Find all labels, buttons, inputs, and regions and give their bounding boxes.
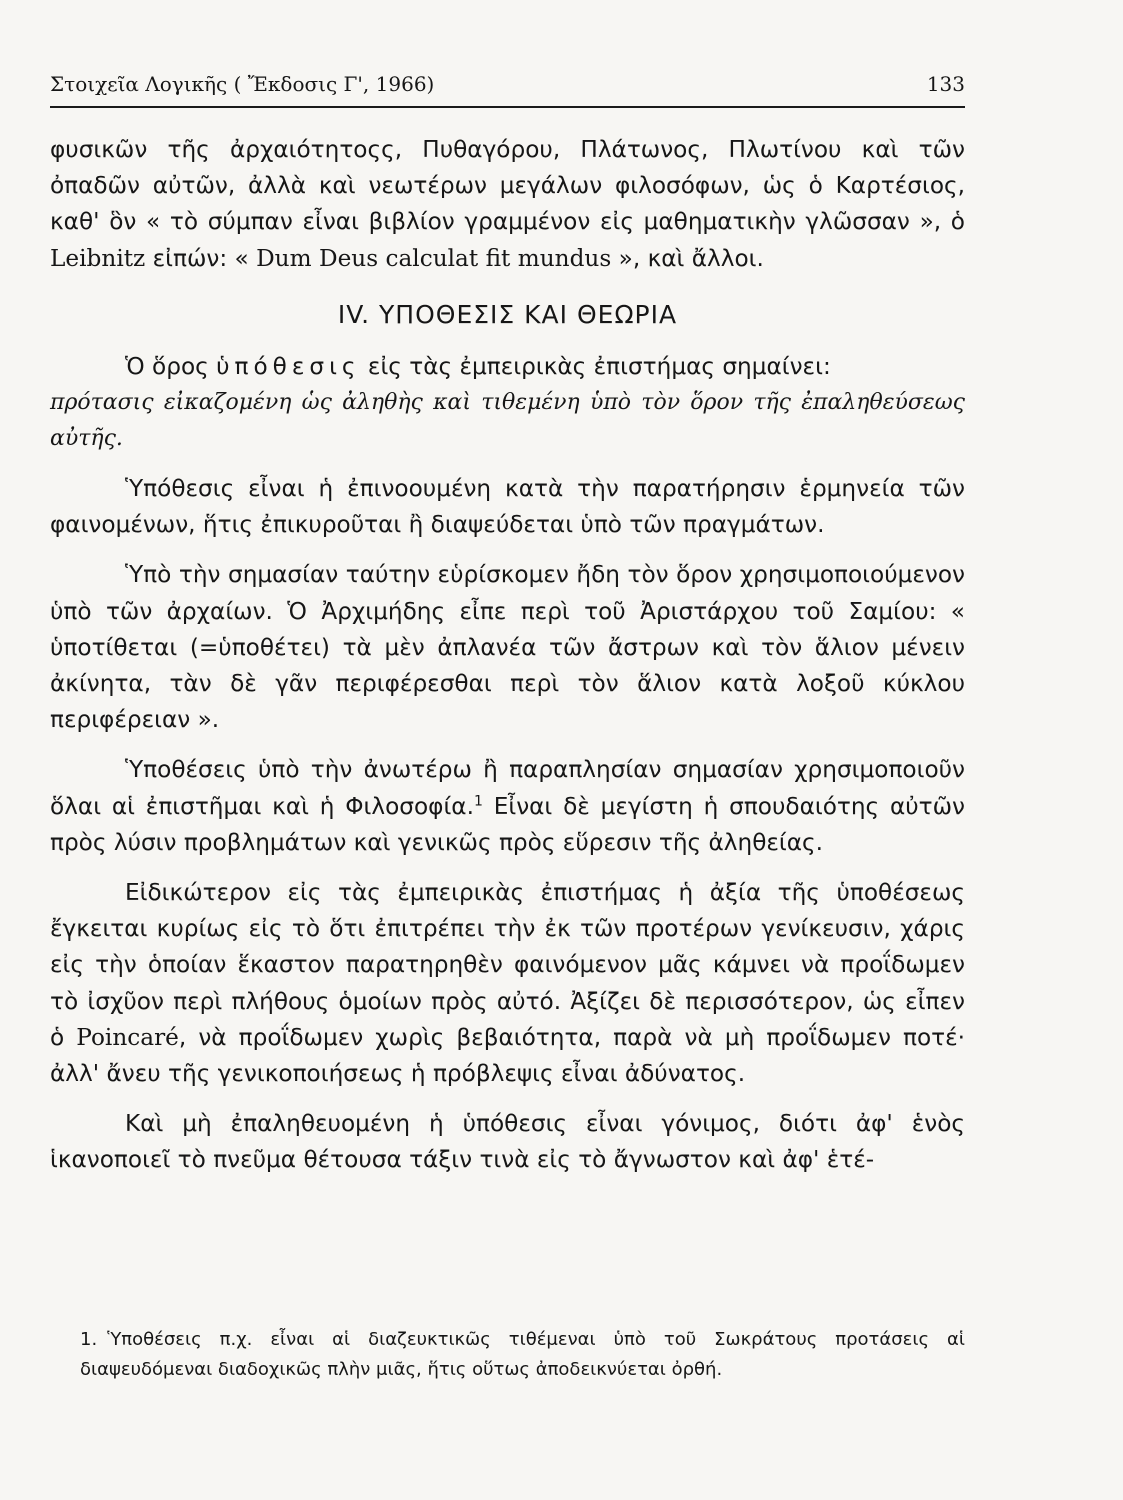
paragraph-6-text-b: , νὰ προΐδωμεν χωρὶς βεβαιότητα, παρὰ νὰ μὴ προΐδωμεν ποτέ· ἀλλ' ἄνευ τῆς γενικοποιήσεως ἡ πρόβλεψις εἶναι ἀδύνατος.: [50, 1023, 965, 1088]
paragraph-7: Καὶ μὴ ἐπαληθευομένη ἡ ὑπόθεσις εἶναι γόνιμος, διότι ἀφ' ἑνὸς ἱκανοποιεῖ τὸ πνεῦμα θέτουσα τάξιν τινὰ εἰς τὸ ἄγνωστον καὶ ἀφ' ἑτέ-: [50, 1110, 965, 1174]
paragraph-1: [50, 132, 965, 277]
paragraph-4: Ὑπὸ τὴν σημασίαν ταύτην εὑρίσκομεν ἤδη τὸν ὅρον χρησιμοποιούμενον ὑπὸ τῶν ἀρχαίων. Ὁ Ἀρχιμήδης εἶπε περὶ τοῦ Ἀριστάρχου τοῦ Σαμίου: « ὑποτίθεται (=ὑποθέτει) τὰ μὲν ἀπλανέα τῶν ἄστρων καὶ τὸν ἅλιον μένειν ἀκίνητα, τὰν δὲ γᾶν περιφέρεσθαι περὶ τὸν ἅλιον κατὰ λοξοῦ κύκλου περιφέρειαν ».: [50, 561, 965, 734]
poincare-name: Poincaré: [76, 1023, 179, 1051]
paragraph-5-text-b: Εἶναι δὲ μεγίστη ἡ σπουδαιότης αὐτῶν πρὸς λύσιν προβλημάτων καὶ γενικῶς πρὸς εὕρεσιν τῆς ἀληθείας.: [50, 792, 965, 856]
definition: πρότασις εἰκαζομένη ὡς ἀληθὴς καὶ τιθεμένη ὑπὸ τὸν ὅρον τῆς ἐπαληθεύσεως αὐτῆς.: [50, 390, 965, 452]
paragraph-2: [50, 349, 965, 385]
page-body: [50, 132, 965, 1179]
term-hypothesis: ὑπόθεσις: [216, 352, 361, 380]
paragraph-2-text-b: εἰς τὰς ἐμπειρικὰς ἐπιστήμας σημαίνει:: [360, 352, 831, 380]
footnote-number: 1.: [80, 1329, 98, 1350]
paragraph-1-text-b: εἰπών: «: [145, 244, 257, 272]
leibnitz-name: Leibnitz: [50, 244, 146, 272]
paragraph-6: [50, 875, 965, 1092]
paragraph-1-text-c: », καὶ ἄλλοι.: [611, 244, 764, 272]
paragraph-3: Ὑπόθεσις εἶναι ἡ ἐπινοουμένη κατὰ τὴν παρατήρησιν ἑρμηνεία τῶν φαινομένων, ἥτις ἐπικυροῦται ἢ διαψεύδεται ὑπὸ τῶν πραγμάτων.: [50, 475, 965, 539]
paragraph-2-text-a: Ὁ ὅρος: [125, 352, 217, 380]
section-heading: IV. ΥΠΟΘΕΣΙΣ ΚΑΙ ΘΕΩΡΙΑ: [337, 299, 678, 329]
footnote-reference[interactable]: 1: [473, 792, 483, 809]
page-number: 133: [926, 72, 965, 96]
latin-quote: Dum Deus calculat fit mundus: [256, 244, 612, 272]
paragraph-6-text-a: Εἰδικώτερον εἰς τὰς ἐμπειρικὰς ἐπιστήμας ἡ ἀξία τῆς ὑποθέσεως ἔγκειται κυρίως εἰς τὸ ὅτι ἐπιτρέπει τὴν ἐκ τῶν προτέρων γενίκευσιν, χάρις εἰς τὴν ὁποίαν ἕκαστον παρατηρηθὲν φαινόμενον μᾶς κάμνει νὰ προΐδωμεν τὸ ἰσχῦον περὶ πλήθους ὁμοίων πρὸς αὐτό. Ἀξίζει δὲ περισσότερον, ὡς εἶπεν ὁ: [50, 879, 965, 1051]
running-title: Στοιχεῖα Λογικῆς ( Ἔκδοσις Γ', 1966): [50, 72, 435, 96]
paragraph-1-text-a: φυσικῶν τῆς ἀρχαιότητοςς, Πυθαγόρου, Πλάτωνος, Πλωτίνου καὶ τῶν ὀπαδῶν αὐτῶν, ἀλλὰ καὶ νεωτέρων μεγάλων φιλοσόφων, ὡς ὁ Καρτέσιος, καθ' ὃν « τὸ σύμπαν εἶναι βιβλίον γραμμένον εἰς μαθηματικὴν γλῶσσαν », ὁ: [50, 136, 965, 236]
footnote: [80, 1325, 965, 1385]
paragraph-5: [50, 752, 965, 861]
header-rule: [50, 106, 965, 108]
footnote-text: Ὑποθέσεις π.χ. εἶναι αἱ διαζευκτικῶς τιθέμεναι ὑπὸ τοῦ Σωκράτους προτάσεις αἱ διαψευδόμεναι διαδοχικῶς πλὴν μιᾶς, ἥτις οὕτως ἀποδεικνύεται ὀρθή.: [80, 1329, 965, 1380]
paragraph-5-text-a: Ὑποθέσεις ὑπὸ τὴν ἀνωτέρω ἢ παραπλησίαν σημασίαν χρησιμοποιοῦν ὅλαι αἱ ἐπιστῆμαι καὶ ἡ Φιλοσοφία.: [50, 756, 965, 820]
